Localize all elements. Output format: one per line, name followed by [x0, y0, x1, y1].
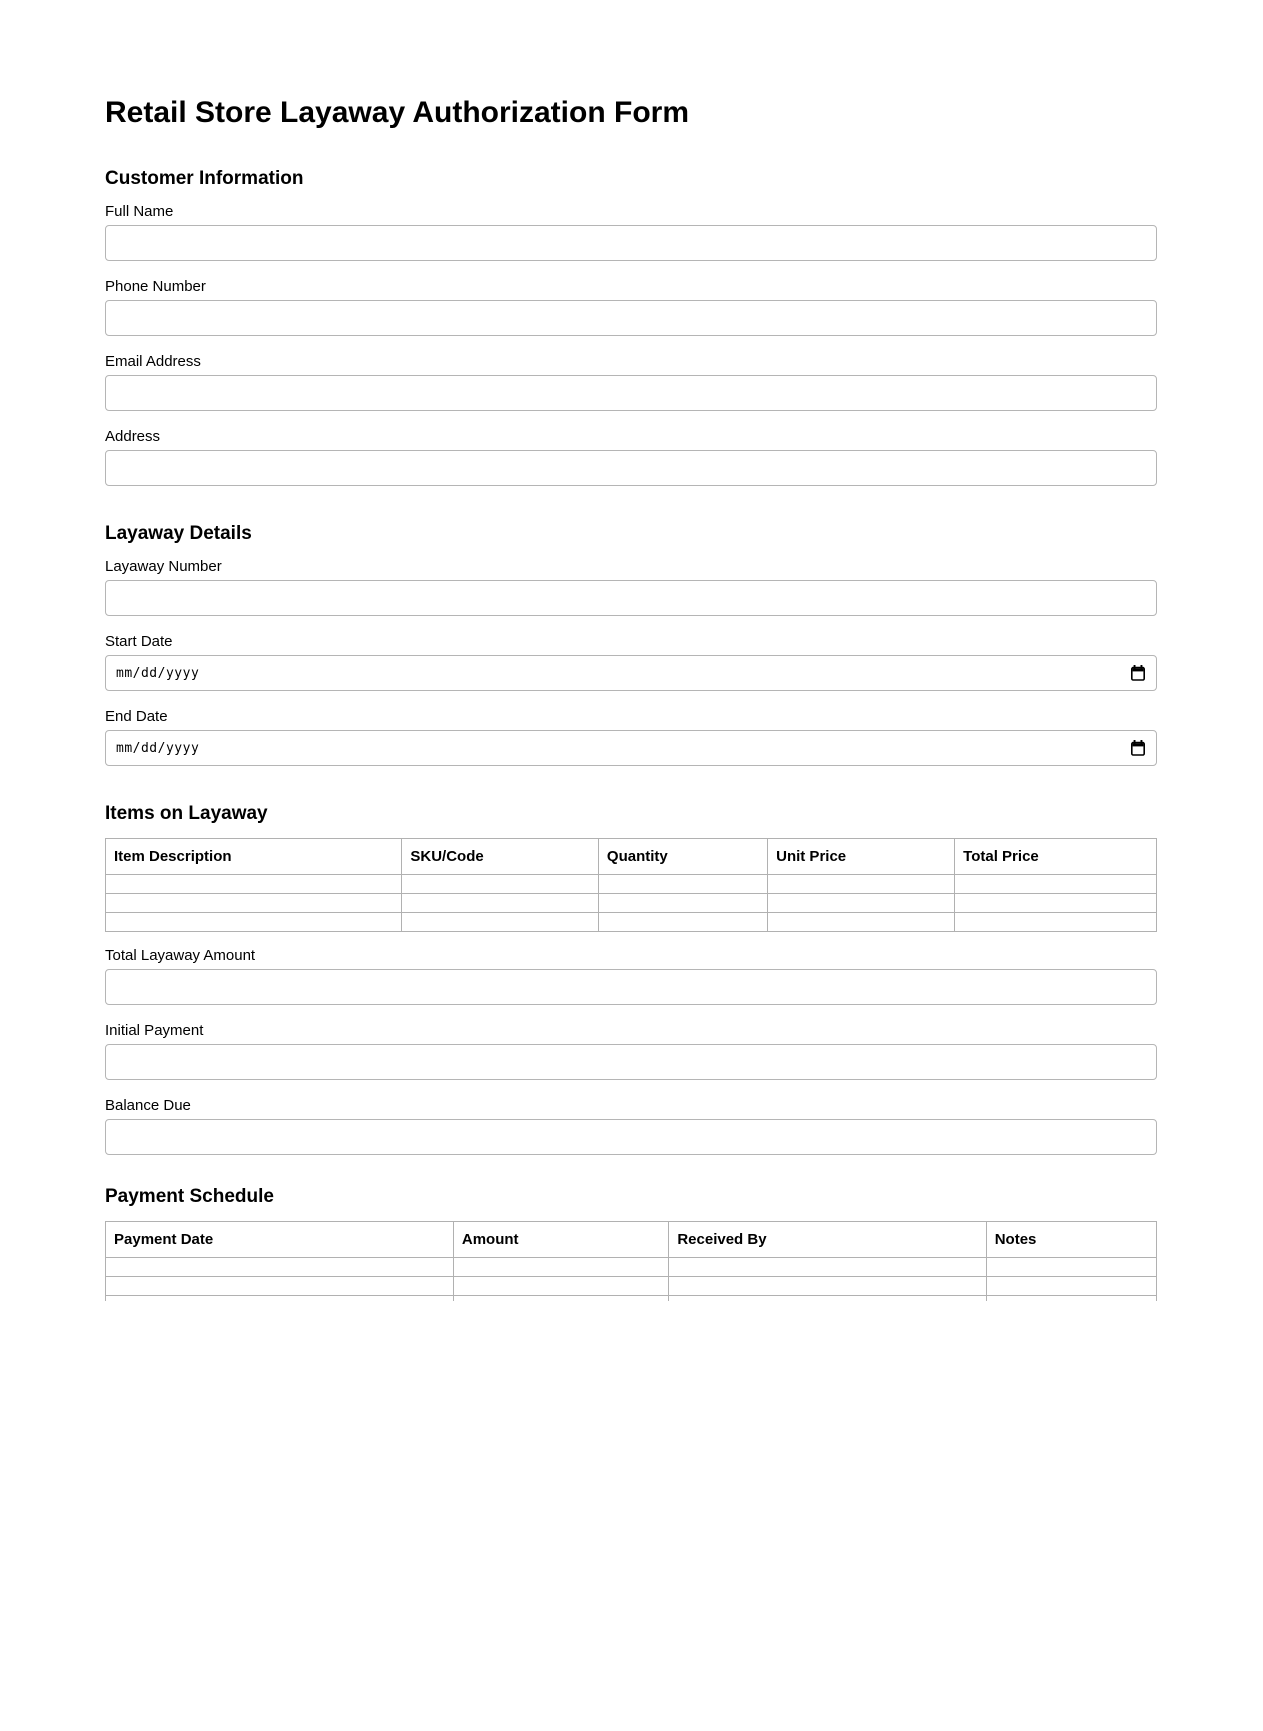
column-header-quantity: Quantity: [598, 839, 767, 875]
total-layaway-amount-field: [105, 947, 1157, 1005]
phone-number-field: [105, 278, 1157, 336]
column-header-sku-code: SKU/Code: [402, 839, 599, 875]
table-cell: [955, 913, 1157, 932]
section-heading-layaway-details: Layaway Details: [105, 523, 252, 544]
address-field: [105, 428, 1157, 486]
table-cell: [598, 913, 767, 932]
table-row: [106, 913, 1157, 932]
table-cell: [598, 894, 767, 913]
table-cell: [986, 1277, 1156, 1296]
table-cell: [986, 1258, 1156, 1277]
table-cell: [955, 875, 1157, 894]
section-heading-customer-information: Customer Information: [105, 168, 304, 189]
start-date-field: [105, 633, 1157, 691]
start-date-placeholder: mm/dd/yyyy: [116, 665, 200, 681]
column-header-item-description: Item Description: [106, 839, 402, 875]
column-header-payment-date: Payment Date: [106, 1222, 454, 1258]
layaway-number-field: [105, 558, 1157, 616]
table-cell: [453, 1296, 668, 1302]
balance-due-field: [105, 1097, 1157, 1155]
full-name-field: [105, 203, 1157, 261]
table-cell: [768, 875, 955, 894]
section-heading-payment-schedule: Payment Schedule: [105, 1186, 274, 1207]
column-header-received-by: Received By: [669, 1222, 986, 1258]
table-row: [106, 1258, 1157, 1277]
end-date-input[interactable]: [105, 730, 1157, 766]
table-cell: [106, 913, 402, 932]
table-row: [106, 875, 1157, 894]
balance-due-input[interactable]: [105, 1119, 1157, 1155]
initial-payment-field: [105, 1022, 1157, 1080]
address-label: Address: [105, 428, 161, 445]
table-row: [106, 894, 1157, 913]
table-cell: [955, 894, 1157, 913]
layaway-number-input[interactable]: [105, 580, 1157, 616]
column-header-unit-price: Unit Price: [768, 839, 955, 875]
page-title: Retail Store Layaway Authorization Form: [105, 96, 689, 129]
balance-due-label: Balance Due: [105, 1097, 191, 1114]
total-layaway-amount-label: Total Layaway Amount: [105, 947, 256, 964]
table-cell: [106, 875, 402, 894]
end-date-placeholder: mm/dd/yyyy: [116, 740, 200, 756]
email-address-label: Email Address: [105, 353, 201, 370]
table-cell: [402, 875, 599, 894]
payment-table-clip: [105, 1221, 1157, 1301]
email-address-input[interactable]: [105, 375, 1157, 411]
full-name-input[interactable]: [105, 225, 1157, 261]
items-table: [105, 838, 1157, 932]
column-header-total-price: Total Price: [955, 839, 1157, 875]
table-row: [106, 1296, 1157, 1302]
table-cell: [106, 1277, 454, 1296]
initial-payment-label: Initial Payment: [105, 1022, 204, 1039]
total-layaway-amount-input[interactable]: [105, 969, 1157, 1005]
initial-payment-input[interactable]: [105, 1044, 1157, 1080]
end-date-label: End Date: [105, 708, 168, 725]
table-cell: [669, 1258, 986, 1277]
table-cell: [106, 1296, 454, 1302]
calendar-icon[interactable]: [1131, 665, 1145, 681]
table-cell: [669, 1296, 986, 1302]
payments-table-header-row: [106, 1222, 1157, 1258]
table-cell: [106, 894, 402, 913]
section-heading-items-on-layaway: Items on Layaway: [105, 803, 268, 824]
end-date-field: [105, 708, 1157, 766]
email-address-field: [105, 353, 1157, 411]
phone-number-label: Phone Number: [105, 278, 206, 295]
table-row: [106, 1277, 1157, 1296]
table-cell: [669, 1277, 986, 1296]
table-cell: [768, 894, 955, 913]
column-header-notes: Notes: [986, 1222, 1156, 1258]
column-header-amount: Amount: [453, 1222, 668, 1258]
calendar-icon[interactable]: [1131, 740, 1145, 756]
table-cell: [453, 1258, 668, 1277]
table-cell: [402, 913, 599, 932]
start-date-input[interactable]: [105, 655, 1157, 691]
full-name-label: Full Name: [105, 203, 174, 220]
payments-table: [105, 1221, 1157, 1301]
table-cell: [453, 1277, 668, 1296]
start-date-label: Start Date: [105, 633, 173, 650]
table-cell: [598, 875, 767, 894]
address-input[interactable]: [105, 450, 1157, 486]
table-cell: [986, 1296, 1156, 1302]
phone-number-input[interactable]: [105, 300, 1157, 336]
table-cell: [768, 913, 955, 932]
layaway-number-label: Layaway Number: [105, 558, 222, 575]
table-cell: [106, 1258, 454, 1277]
items-table-header-row: [106, 839, 1157, 875]
table-cell: [402, 894, 599, 913]
